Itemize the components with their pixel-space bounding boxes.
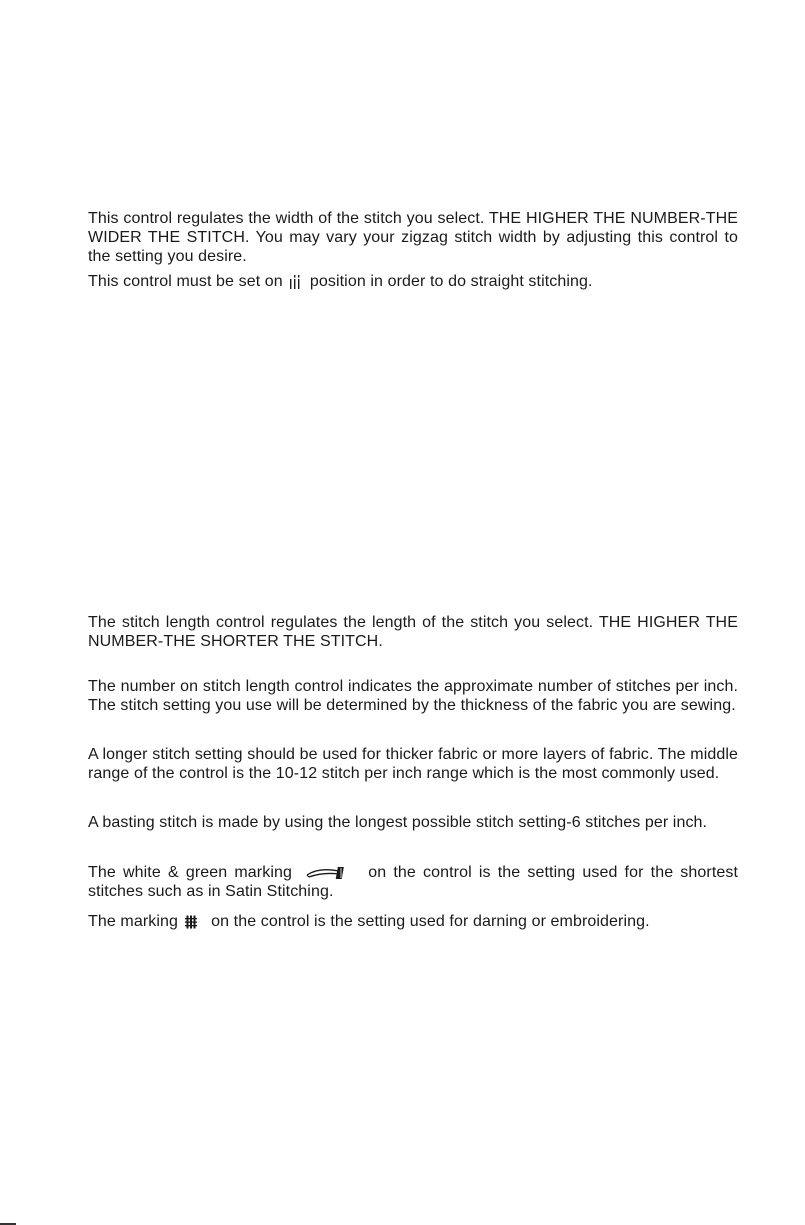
darning-text-before: The marking bbox=[88, 913, 179, 930]
stitches-per-inch-paragraph: The number on stitch length control indicates the approximate number of stitches per inch. The stitch setting you use will be determined by the thickness of the fabric you are sewing. bbox=[88, 678, 738, 714]
satin-stitch-marking-icon bbox=[305, 866, 349, 880]
straight-stitch-marking-icon bbox=[289, 274, 301, 290]
darning-paragraph bbox=[88, 912, 738, 931]
straight-stitch-text-before: This control must be set on bbox=[88, 273, 283, 290]
darning-marking-icon bbox=[185, 915, 197, 929]
width-control-paragraph: This control regulates the width of the stitch you select. THE HIGHER THE NUMBER-THE WIDER THE STITCH. You may vary your zigzag stitch width by adjusting this control to the setting you desire. bbox=[88, 210, 738, 265]
darning-text-after: on the control is the setting used for darning or embroidering. bbox=[211, 913, 650, 930]
length-control-paragraph: The stitch length control regulates the length of the stitch you select. THE HIGHER THE NUMBER-THE SHORTER THE STITCH. bbox=[88, 614, 738, 650]
straight-stitch-text-after: position in order to do straight stitching. bbox=[309, 273, 593, 290]
satin-text-before: The white & green marking bbox=[88, 864, 292, 881]
basting-stitch-paragraph: A basting stitch is made by using the longest possible stitch setting-6 stitches per inch. bbox=[88, 814, 708, 831]
satin-text-after: on the control is the setting used for the shortest stitches such as in Satin Stitching. bbox=[88, 864, 739, 900]
longer-stitch-paragraph: A longer stitch setting should be used for thicker fabric or more layers of fabric. The middle range of the control is the 10-12 stitch per inch range which is the most commonly used. bbox=[88, 746, 738, 782]
straight-stitch-paragraph bbox=[88, 272, 738, 291]
satin-stitch-paragraph bbox=[88, 863, 738, 901]
